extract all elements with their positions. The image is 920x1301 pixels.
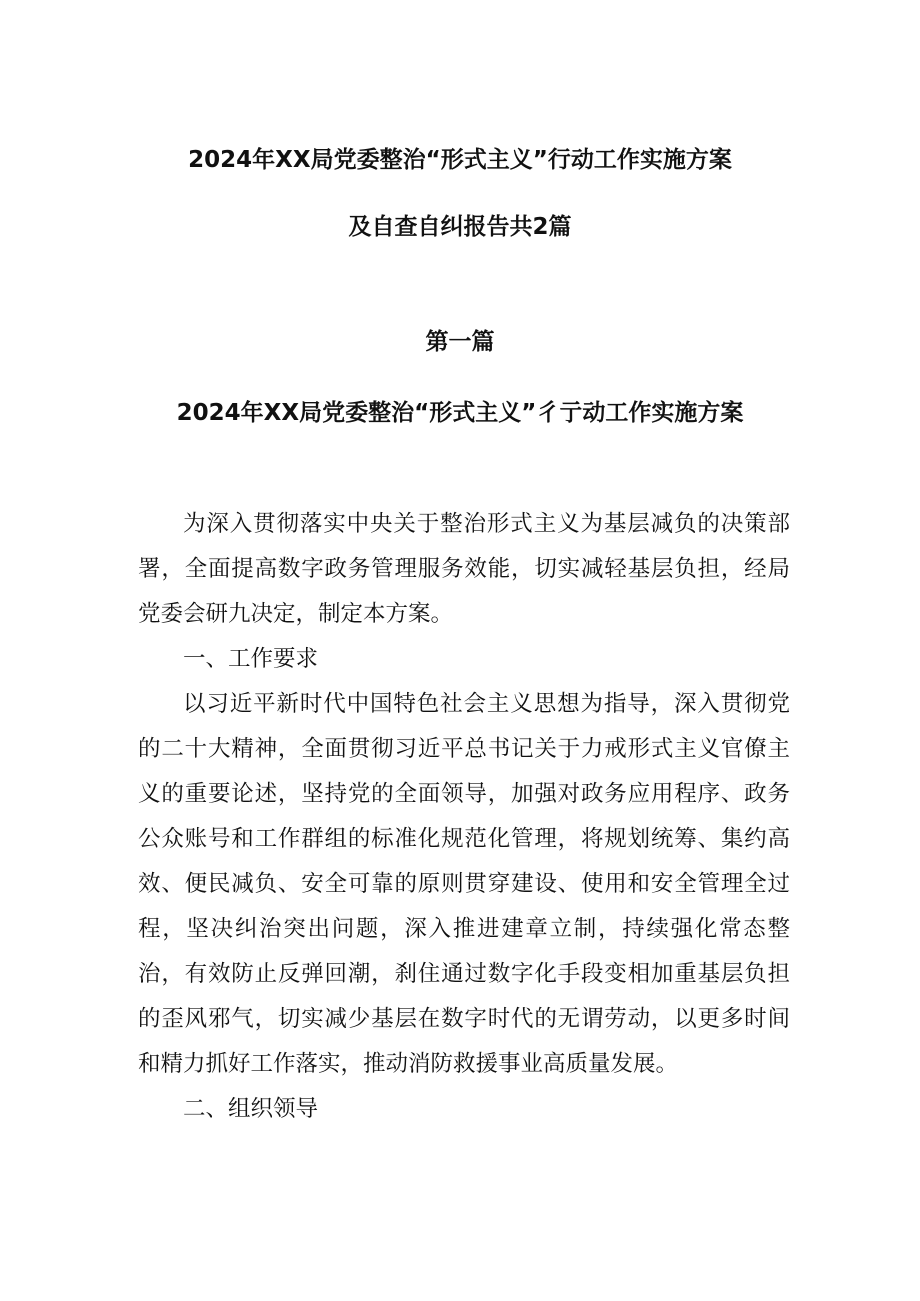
section-heading-organization-leadership: 二、组织领导 bbox=[183, 1096, 319, 1122]
document-title-line-2: 及自查自纠报告共2篇 bbox=[348, 214, 572, 240]
section-label: 第一篇 bbox=[425, 329, 495, 355]
document-body bbox=[138, 502, 790, 1132]
section-heading-work-requirements: 一、工作要求 bbox=[183, 646, 319, 672]
document-title-line-1: 2024年XX局党委整治“形式主义”行动工作实施方案 bbox=[188, 147, 732, 173]
work-requirements-paragraph: 以习近平新时代中国特色社会主义思想为指导，深入贯彻党的二十大精神，全面贯彻习近平总书记关于力戒形式主义官僚主义的重要论述，坚持党的全面领导，加强对政务应用程序、政务公众账号和工作群组的标准化规范化管理，将规划统筹、集约高效、便民减负、安全可靠的原则贯穿建设、使用和安全管理全过程，坚决纠治突出问题，深入推进建章立制，持续强化常态整治，有效防止反弹回潮，刹住通过数字化手段变相加重基层负担的歪风邪气，切实减少基层在数字时代的无谓劳动，以更多时间和精力抓好工作落实，推动消防救援事业高质量发展。 bbox=[138, 691, 790, 1077]
section-title: 2024年XX局党委整治“形式主义”彳亍动工作实施方案 bbox=[176, 400, 744, 426]
intro-paragraph: 为深入贯彻落实中央关于整治形式主义为基层减负的决策部署，全面提高数字政务管理服务效能，切实减轻基层负担，经局党委会研九决定，制定本方案。 bbox=[138, 511, 790, 627]
